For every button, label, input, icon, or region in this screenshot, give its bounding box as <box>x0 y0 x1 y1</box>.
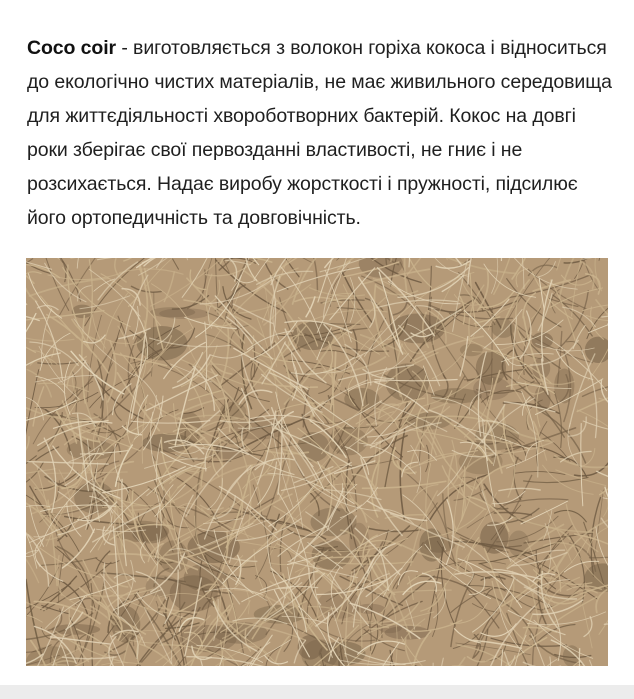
coconut-fiber-texture-icon <box>26 258 608 666</box>
coco-coir-description <box>27 31 612 235</box>
coconut-fiber-image <box>26 258 608 666</box>
material-description: - виготовляється з волокон горіха кокоса і відноситься до екологічно чистих матеріалів, не має живильного середовища для життєдіяльності хвороботворних бактерій. Кокос на довгі роки зберігає свої первозданні властивості, не гниє і не розсихається. Надає виробу жорсткості і пружності, підсилює його ортопедичність та довговічність. <box>27 37 612 229</box>
bottom-bar <box>0 685 634 699</box>
material-term: Coco coir <box>27 37 117 59</box>
